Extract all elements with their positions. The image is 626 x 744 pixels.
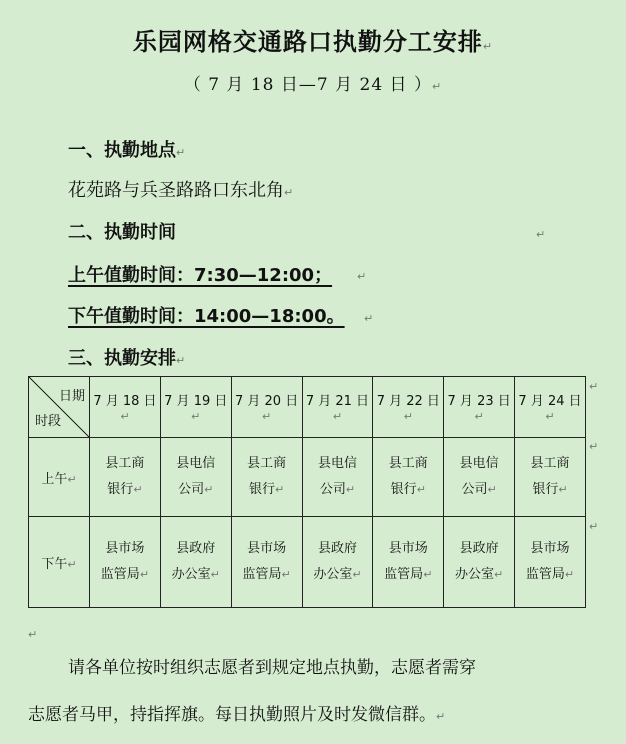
assignment-cell: 县市场 监管局↵	[515, 517, 586, 608]
morning-time: 上午值勤时间：7:30—12:00；	[68, 265, 333, 286]
document-subtitle: （ 7 月 18 日—7 月 24 日 ）↵	[183, 75, 443, 95]
assignment-cell: 县市场 监管局↵	[90, 517, 161, 608]
table-header-row	[29, 377, 586, 438]
date-header: 7 月 20 日↵	[231, 377, 302, 438]
afternoon-time: 下午值勤时间：14:00—18:00。	[68, 306, 345, 327]
section3-heading: 三、执勤安排↵	[68, 348, 186, 369]
paragraph-mark: ↵	[357, 270, 367, 283]
assignment-cell: 县工商 银行↵	[90, 438, 161, 517]
instruction-paragraph-cont: 志愿者马甲，持指挥旗。每日执勤照片及时发微信群。↵	[28, 705, 446, 725]
paragraph-mark: ↵	[536, 228, 546, 241]
date-axis-label: 日期	[58, 389, 85, 404]
period-axis-label: 时段	[35, 414, 62, 429]
assignment-cell: 县电信 公司↵	[302, 438, 373, 517]
date-header: 7 月 19 日↵	[160, 377, 231, 438]
assignment-cell: 县政府 办公室↵	[302, 517, 373, 608]
date-header: 7 月 18 日↵	[90, 377, 161, 438]
period-cell: 上午↵	[29, 438, 90, 517]
assignment-cell: 县市场 监管局↵	[373, 517, 444, 608]
date-header: 7 月 22 日↵	[373, 377, 444, 438]
corner-cell	[29, 377, 90, 438]
document-title: 乐园网格交通路口执勤分工安排↵	[132, 27, 494, 56]
assignment-cell: 县工商 银行↵	[373, 438, 444, 517]
date-header: 7 月 21 日↵	[302, 377, 373, 438]
section2-heading: 二、执勤时间	[68, 222, 176, 243]
paragraph-mark: ↵	[28, 628, 38, 641]
row-end-mark: ↵	[589, 520, 599, 533]
assignment-cell: 县电信 公司↵	[444, 438, 515, 517]
table-row	[29, 517, 586, 608]
assignment-cell: 县政府 办公室↵	[444, 517, 515, 608]
date-header: 7 月 24 日↵	[515, 377, 586, 438]
section1-heading: 一、执勤地点↵	[68, 140, 186, 161]
location-text: 花苑路与兵圣路路口东北角↵	[68, 180, 294, 201]
row-end-mark: ↵	[589, 380, 599, 393]
row-end-mark: ↵	[589, 440, 599, 453]
paragraph-mark: ↵	[364, 312, 374, 325]
table-row	[29, 438, 586, 517]
assignment-cell: 县工商 银行↵	[231, 438, 302, 517]
assignment-cell: 县工商 银行↵	[515, 438, 586, 517]
assignment-cell: 县市场 监管局↵	[231, 517, 302, 608]
assignment-cell: 县政府 办公室↵	[160, 517, 231, 608]
date-header: 7 月 23 日↵	[444, 377, 515, 438]
schedule-table	[28, 376, 586, 608]
assignment-cell: 县电信 公司↵	[160, 438, 231, 517]
instruction-paragraph: 请各单位按时组织志愿者到规定地点执勤，志愿者需穿	[68, 658, 476, 678]
period-cell: 下午↵	[29, 517, 90, 608]
